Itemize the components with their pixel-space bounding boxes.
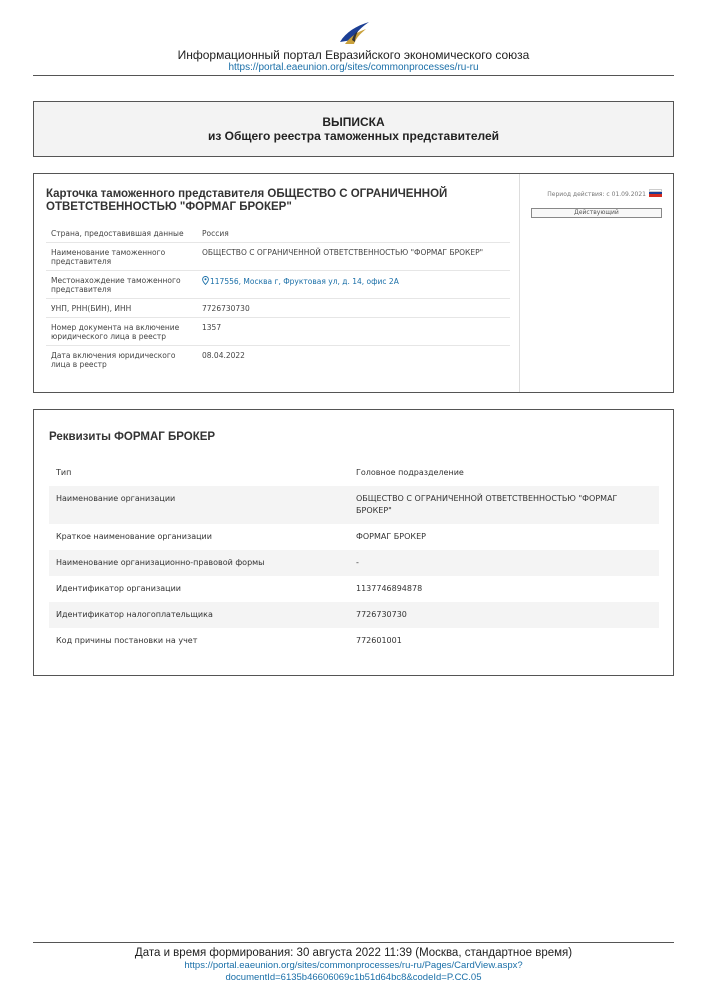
extract-heading-box xyxy=(33,101,674,157)
card-row-value: 1357 xyxy=(197,318,510,346)
table-row xyxy=(49,602,659,628)
card-row-location xyxy=(46,271,510,299)
requisite-label: Код причины постановки на учет xyxy=(56,636,198,645)
table-row xyxy=(49,524,659,550)
requisite-label: Идентификатор организации xyxy=(56,584,181,593)
card-row-name xyxy=(46,243,510,271)
card-side-panel xyxy=(521,174,673,392)
card-row-label: УНП, РНН(БИН), ИНН xyxy=(46,299,197,318)
table-row xyxy=(49,550,659,576)
requisite-value: ФОРМАГ БРОКЕР xyxy=(356,532,426,541)
card-row-label: Дата включения юридического лица в реестр xyxy=(51,351,176,369)
flag-stripe xyxy=(649,194,662,197)
address-link[interactable]: 117556, Москва г, Фруктовая ул, д. 14, офис 2А xyxy=(210,277,399,286)
russia-flag-icon xyxy=(649,189,662,197)
page-header xyxy=(33,20,674,74)
requisite-value: 1137746894878 xyxy=(356,584,423,593)
page-footer xyxy=(33,946,674,984)
requisite-label: Идентификатор налогоплательщика xyxy=(49,602,349,628)
card-row-value: 08.04.2022 xyxy=(202,351,245,360)
card-row-value: ОБЩЕСТВО С ОГРАНИЧЕННОЙ ОТВЕТСТВЕННОСТЬЮ "ФОРМАГ БРОКЕР" xyxy=(197,243,510,271)
map-pin-icon xyxy=(202,276,209,285)
requisite-value: ОБЩЕСТВО С ОГРАНИЧЕННОЙ ОТВЕТСТВЕННОСТЬЮ "ФОРМАГ БРОКЕР" xyxy=(349,486,659,524)
table-row xyxy=(49,486,659,524)
card-url-link-line1[interactable]: https://portal.eaeunion.org/sites/commonprocesses/ru-ru/Pages/CardView.aspx? xyxy=(184,960,523,971)
requisite-label: Наименование организации xyxy=(49,486,349,524)
requisites-section xyxy=(33,409,674,676)
card-row-value: 7726730730 xyxy=(197,299,510,318)
card-row-value xyxy=(197,271,510,299)
requisite-label: Краткое наименование организации xyxy=(56,532,212,541)
portal-title: Информационный портал Евразийского экономического союза xyxy=(177,48,530,62)
card-row-label: Наименование таможенного представителя xyxy=(46,243,197,271)
card-row-label: Номер документа на включение юридического лица в реестр xyxy=(46,318,197,346)
generation-datetime: Дата и время формирования: 30 августа 2022 11:39 (Москва, стандартное время) xyxy=(134,947,573,959)
validity-period-text: Период действия: с 01.09.2021 xyxy=(547,191,646,198)
extract-title: ВЫПИСКА xyxy=(322,115,385,129)
extract-subtitle: из Общего реестра таможенных представителей xyxy=(207,129,500,143)
card-url-link-line2[interactable]: documentId=6135b46606069c1b51d64bc8&codeId=P.CC.05 xyxy=(225,972,482,983)
table-row xyxy=(49,460,659,486)
card-row-value: Россия xyxy=(197,224,510,243)
requisite-value: 7726730730 xyxy=(349,602,659,628)
eaeu-eagle-logo-icon xyxy=(336,20,372,46)
header-divider xyxy=(33,75,674,76)
requisites-title: Реквизиты ФОРМАГ БРОКЕР xyxy=(49,431,216,443)
requisite-value: 772601001 xyxy=(356,636,402,645)
card-row-country xyxy=(46,224,510,243)
table-row xyxy=(49,628,659,654)
footer-divider xyxy=(33,942,674,943)
card-row-label: Местонахождение таможенного представителя xyxy=(46,271,197,299)
portal-url-link[interactable]: https://portal.eaeunion.org/sites/commonprocesses/ru-ru xyxy=(228,62,479,73)
status-badge: Действующий xyxy=(531,208,662,218)
card-table xyxy=(46,224,510,373)
validity-period xyxy=(531,189,662,199)
representative-card xyxy=(33,173,674,393)
requisite-label: Тип xyxy=(56,468,72,477)
requisite-label: Наименование организационно-правовой формы xyxy=(49,550,349,576)
card-row-doc-number xyxy=(46,318,510,346)
table-row xyxy=(49,576,659,602)
requisite-value: Головное подразделение xyxy=(356,468,464,477)
card-main xyxy=(34,174,520,392)
card-title: Карточка таможенного представителя ОБЩЕСТВО С ОГРАНИЧЕННОЙ ОТВЕТСТВЕННОСТЬЮ "ФОРМАГ БРОКЕР" xyxy=(46,188,448,213)
card-row-inn xyxy=(46,299,510,318)
requisite-value: - xyxy=(349,550,659,576)
requisites-table xyxy=(49,460,659,654)
card-row-label: Страна, предоставившая данные xyxy=(46,224,197,243)
card-row-date xyxy=(46,346,510,374)
